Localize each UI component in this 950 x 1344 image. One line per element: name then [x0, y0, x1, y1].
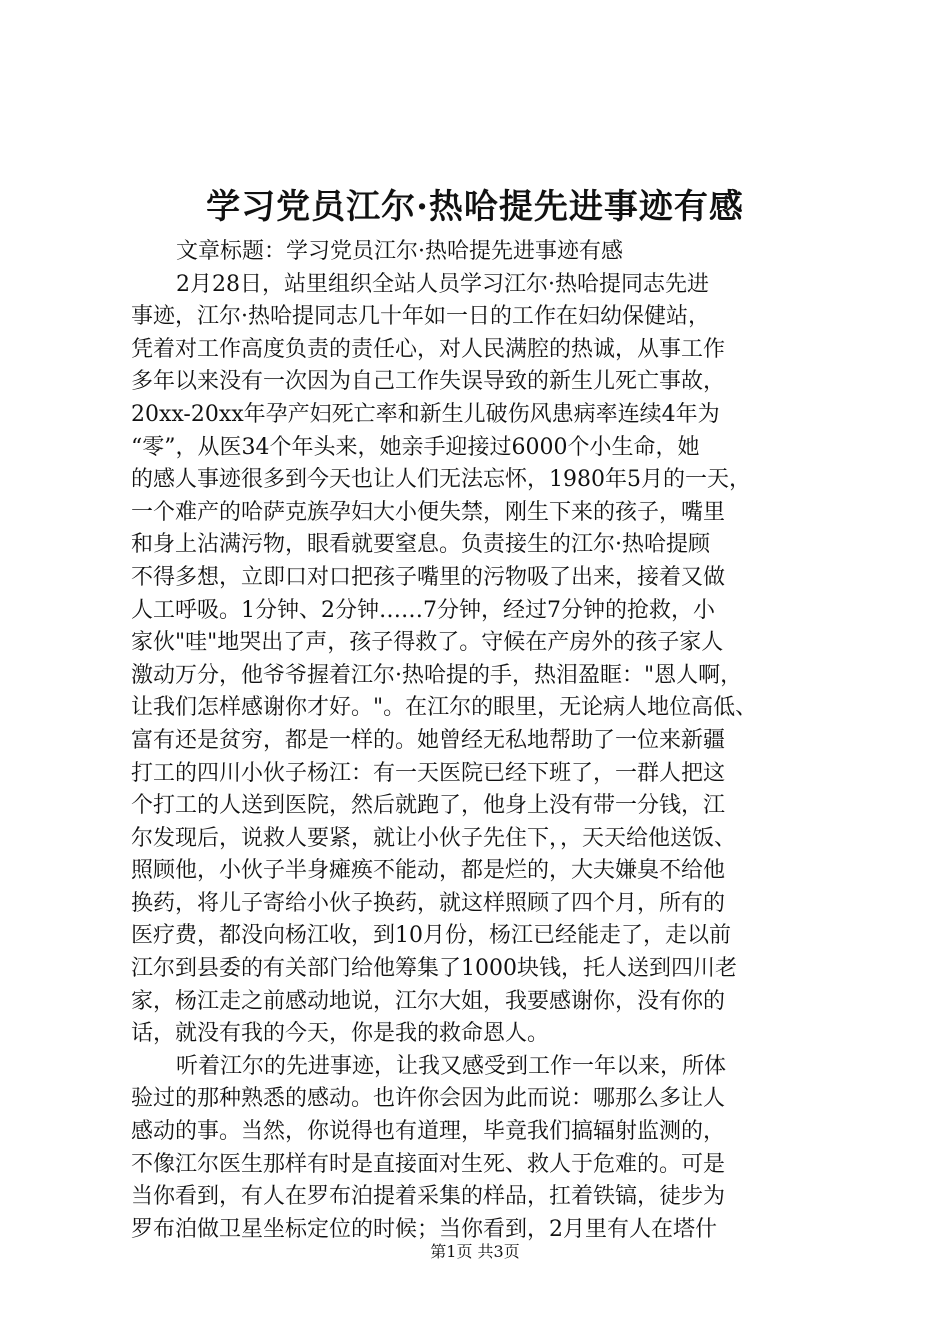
body-line: 验过的那种熟悉的感动。也许你会因为此而说：哪那么多让人 [131, 1086, 726, 1112]
body-line: 话，就没有我的今天，你是我的救命恩人。 [131, 1021, 550, 1047]
body-line: 不得多想，立即口对口把孩子嘴里的污物吸了出来，接着又做 [131, 564, 726, 590]
body-line: 尔发现后，说救人要紧，就让小伙子先住下，，天天给他送饭、 [131, 825, 737, 851]
body-line: 当你看到，有人在罗布泊提着采集的样品，扛着铁镐，徒步为 [131, 1184, 726, 1210]
body-line: 2月28日，站里组织全站人员学习江尔·热哈提同志先进 [176, 271, 709, 297]
body-line: 20xx-20xx年孕产妇死亡率和新生儿破伤风患病率连续4年为 [131, 401, 720, 427]
body-line: 凭着对工作高度负责的责任心，对人民满腔的热诚，从事工作 [131, 336, 726, 362]
body-line: 家伙"哇"地哭出了声，孩子得救了。守候在产房外的孩子家人 [131, 630, 724, 656]
document-body [131, 236, 831, 1246]
body-line: 打工的四川小伙子杨江：有一天医院已经下班了，一群人把这 [131, 760, 726, 786]
body-line: 多年以来没有一次因为自己工作失误导致的新生儿死亡事故， [131, 369, 726, 395]
body-line: 人工呼吸。1分钟、2分钟……7分钟，经过7分钟的抢救，小 [131, 597, 715, 623]
body-line: 换药，将儿子寄给小伙子换药，就这样照顾了四个月，所有的 [131, 890, 726, 916]
body-line: 医疗费，都没向杨江收，到10月份，杨江已经能走了，走以前 [131, 923, 731, 949]
body-line: 富有还是贫穷，都是一样的。她曾经无私地帮助了一位来新疆 [131, 727, 726, 753]
body-line: 激动万分，他爷爷握着江尔·热哈提的手，热泪盈眶："恩人啊， [131, 662, 743, 688]
page-number-footer: 第1页 共3页 [430, 1242, 520, 1261]
body-line: 听着江尔的先进事迹，让我又感受到工作一年以来，所体 [176, 1053, 727, 1079]
body-line: 让我们怎样感谢你才好。"。在江尔的眼里，无论病人地位高低、 [131, 695, 758, 721]
body-line: 家，杨江走之前感动地说，江尔大姐，我要感谢你，没有你的 [131, 988, 726, 1014]
body-line: “零”，从医34个年头来，她亲手迎接过6000个小生命，她 [131, 434, 700, 460]
body-line: 江尔到县委的有关部门给他筹集了1000块钱，托人送到四川老 [131, 956, 737, 982]
document-title: 学习党员江尔·热哈提先进事迹有感 [206, 187, 744, 227]
body-line: 事迹，江尔·热哈提同志几十年如一日的工作在妇幼保健站， [131, 304, 710, 330]
body-line: 和身上沾满污物，眼看就要窒息。负责接生的江尔·热哈提顾 [131, 532, 710, 558]
body-line: 感动的事。当然，你说得也有道理，毕竟我们搞辐射监测的， [131, 1119, 726, 1145]
body-line: 一个难产的哈萨克族孕妇大小便失禁，刚生下来的孩子，嘴里 [131, 499, 726, 525]
body-line: 罗布泊做卫星坐标定位的时候；当你看到，2月里有人在塔什 [131, 1216, 717, 1242]
body-line: 的感人事迹很多到今天也让人们无法忘怀，1980年5月的一天， [131, 467, 751, 493]
body-line: 不像江尔医生那样有时是直接面对生死、救人于危难的。可是 [131, 1151, 726, 1177]
body-line: 照顾他，小伙子半身瘫痪不能动，都是烂的，大夫嫌臭不给他 [131, 858, 726, 884]
body-line: 个打工的人送到医院，然后就跑了，他身上没有带一分钱，江 [131, 793, 726, 819]
body-line: 文章标题：学习党员江尔·热哈提先进事迹有感 [176, 239, 623, 264]
